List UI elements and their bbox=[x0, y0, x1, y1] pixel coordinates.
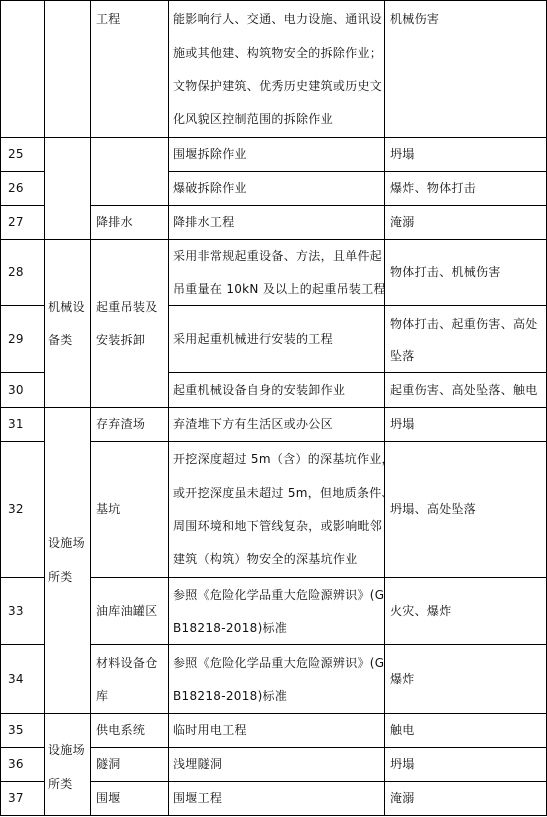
content-line: 或开挖深度虽未超过 5m，但地质条件、 bbox=[173, 486, 394, 500]
content-line: 化风貌区控制范围的拆除作业 bbox=[173, 112, 333, 126]
category-cell: 材料设备仓 bbox=[96, 656, 158, 670]
content-line: 弃渣堆下方有生活区或办公区 bbox=[173, 417, 333, 431]
rule bbox=[90, 781, 547, 782]
rule bbox=[90, 644, 547, 645]
hazard-cell: 淹溺 bbox=[390, 215, 415, 229]
content-line: B18218-2018)标准 bbox=[173, 689, 288, 703]
category-cell: 起重吊装及 bbox=[96, 300, 158, 314]
content-line: 临时用电工程 bbox=[173, 723, 247, 737]
row-number: 25 bbox=[8, 147, 24, 161]
row-number: 37 bbox=[8, 791, 24, 805]
content-line: 起重机械设备自身的安装卸作业 bbox=[173, 383, 346, 397]
hazard-cell: 淹溺 bbox=[390, 791, 415, 805]
row-number: 31 bbox=[8, 417, 24, 431]
row-number: 33 bbox=[8, 604, 24, 618]
content-line: 吊重量在 10kN 及以上的起重吊装工程 bbox=[173, 282, 386, 296]
row-number: 30 bbox=[8, 383, 24, 397]
content-line: 浅埋隧洞 bbox=[173, 757, 223, 771]
content-line: 参照《危险化学品重大危险源辨识》(G bbox=[173, 656, 385, 670]
rule-top bbox=[0, 0, 547, 1]
hazard-cell: 坍塌 bbox=[390, 417, 415, 431]
row-number: 27 bbox=[8, 215, 24, 229]
category-cell: 降排水 bbox=[96, 215, 133, 229]
content-line: 围堰拆除作业 bbox=[173, 147, 247, 161]
row-number: 26 bbox=[8, 181, 24, 195]
rule bbox=[384, 0, 385, 816]
rule bbox=[168, 0, 169, 816]
group-label: 机械设 bbox=[48, 300, 85, 314]
content-line: 采用起重机械进行安装的工程 bbox=[173, 332, 333, 346]
row-number: 36 bbox=[8, 757, 24, 771]
rule bbox=[90, 747, 547, 748]
content-line: 施或其他建、构筑物安全的拆除作业； bbox=[173, 46, 383, 60]
hazard-cell: 坍塌、高处坠落 bbox=[390, 502, 477, 516]
hazard-cell: 火灾、爆炸 bbox=[390, 604, 452, 618]
rule bbox=[90, 0, 91, 816]
content-line: 建筑（构筑）物安全的深基坑作业 bbox=[173, 552, 358, 566]
rule-left bbox=[0, 0, 1, 816]
rule bbox=[0, 577, 44, 578]
hazard-cell: 爆炸、物体打击 bbox=[390, 181, 477, 195]
rule bbox=[44, 0, 45, 816]
rule bbox=[0, 305, 44, 306]
row-number: 28 bbox=[8, 265, 24, 279]
rule-bottom bbox=[0, 815, 547, 816]
content-line: 开挖深度超过 5m（含）的深基坑作业， bbox=[173, 452, 394, 466]
content-line: 参照《危险化学品重大危险源辨识》(G bbox=[173, 588, 385, 602]
category-cell: 隧洞 bbox=[96, 757, 121, 771]
hazard-cell: 坠落 bbox=[390, 349, 415, 363]
category-cell: 基坑 bbox=[96, 502, 121, 516]
rule bbox=[0, 137, 547, 138]
content-line: 采用非常规起重设备、方法，且单件起 bbox=[173, 249, 383, 263]
row-number: 29 bbox=[8, 332, 24, 346]
row-number: 32 bbox=[8, 502, 24, 516]
hazard-cell: 触电 bbox=[390, 723, 415, 737]
category-cell: 供电系统 bbox=[96, 723, 146, 737]
category-cell: 安装拆卸 bbox=[96, 333, 146, 347]
content-line: B18218-2018)标准 bbox=[173, 621, 288, 635]
rule bbox=[0, 713, 547, 714]
content-line: 爆破拆除作业 bbox=[173, 181, 247, 195]
content-line: 周围环境和地下管线复杂，或影响毗邻 bbox=[173, 519, 383, 533]
category-cell: 围堰 bbox=[96, 791, 121, 805]
hazard-cell: 物体打击、机械伤害 bbox=[390, 265, 501, 279]
group-label: 设施场 bbox=[48, 743, 85, 757]
content-line: 降排水工程 bbox=[173, 215, 235, 229]
content-line: 围堰工程 bbox=[173, 791, 223, 805]
content-line: 能影响行人、交通、电力设施、通讯设 bbox=[173, 12, 383, 26]
row-number: 34 bbox=[8, 672, 24, 686]
rule bbox=[90, 205, 547, 206]
category-cell: 工程 bbox=[96, 12, 121, 26]
category-cell: 油库油罐区 bbox=[96, 604, 158, 618]
hazard-cell: 机械伤害 bbox=[390, 12, 440, 26]
hazard-cell: 物体打击、起重伤害、高处 bbox=[390, 317, 538, 331]
hazard-cell: 爆炸 bbox=[390, 672, 415, 686]
group-label: 所类 bbox=[48, 777, 73, 791]
content-line: 文物保护建筑、优秀历史建筑或历史文 bbox=[173, 79, 383, 93]
row-number: 35 bbox=[8, 723, 24, 737]
rule bbox=[0, 644, 44, 645]
category-cell: 库 bbox=[96, 689, 109, 703]
hazard-cell: 坍塌 bbox=[390, 757, 415, 771]
group-label: 所类 bbox=[48, 570, 73, 584]
category-cell: 存弃渣场 bbox=[96, 417, 146, 431]
hazard-cell: 起重伤害、高处坠落、触电 bbox=[390, 383, 538, 397]
rule bbox=[0, 441, 44, 442]
group-label: 备类 bbox=[48, 333, 73, 347]
group-label: 设施场 bbox=[48, 536, 85, 550]
hazard-cell: 坍塌 bbox=[390, 147, 415, 161]
